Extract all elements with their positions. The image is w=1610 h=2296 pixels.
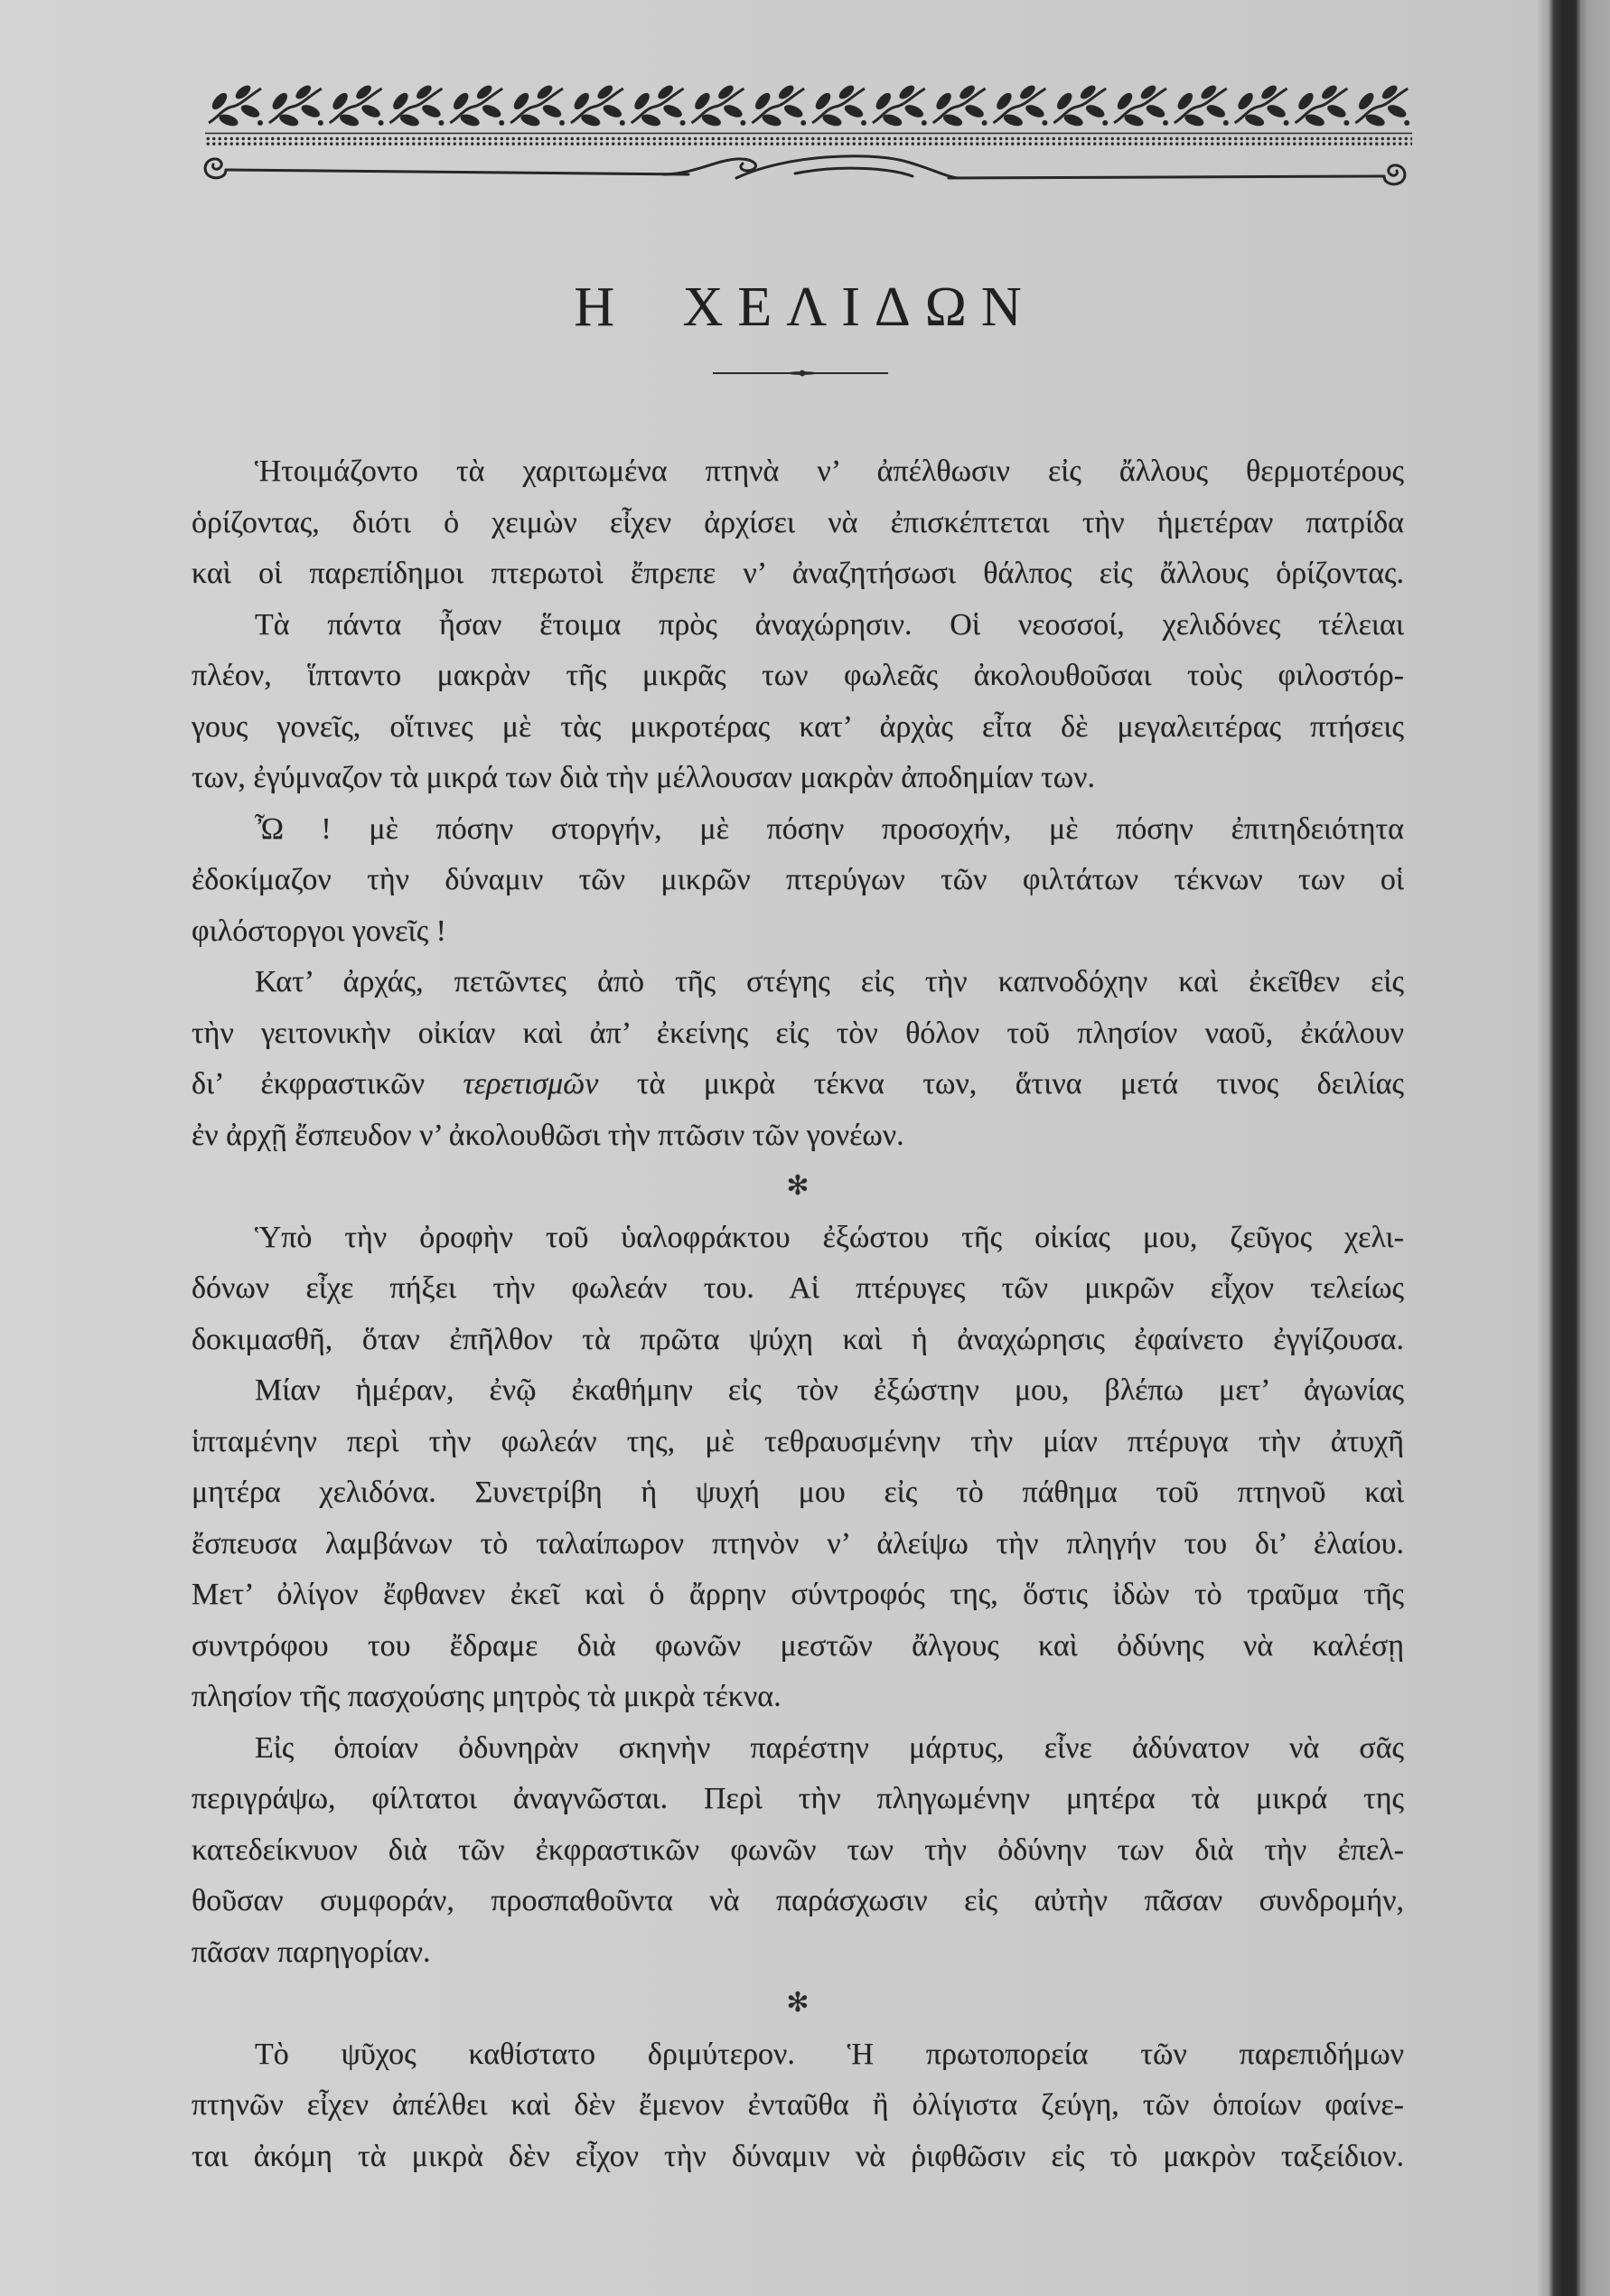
text-line: δόνων εἶχε πήξει τὴν φωλεάν του. Αἱ πτέρυγες τῶν μικρῶν εἶχον τελείως xyxy=(192,1271,1404,1305)
title-rule xyxy=(705,361,903,385)
text-line: Κατ’ ἀρχάς, πετῶντες ἀπὸ τῆς στέγης εἰς τὴν καπνοδόχην καὶ ἐκεῖθεν εἰς xyxy=(255,965,1404,998)
text-line: ἱπταμένην περὶ τὴν φωλεάν της, μὲ τεθραυσμένην τὴν μίαν πτέρυγα τὴν ἀτυχῆ xyxy=(192,1424,1404,1458)
dotted-rule xyxy=(205,134,1412,148)
text-line: συντρόφου του ἔδραμε διὰ φωνῶν μεστῶν ἄλγους καὶ ὀδύνης νὰ καλέσῃ xyxy=(192,1628,1404,1663)
left-spiral xyxy=(205,159,226,178)
text-line: ἐν ἀρχῇ ἔσπευδον ν’ ἀκολουθῶσι τὴν πτῶσιν τῶν γονέων. xyxy=(192,1118,904,1152)
text-line: Ἡτοιμάζοντο τὰ χαριτωμένα πτηνὰ ν’ ἀπέλθωσιν εἰς ἄλλους θερμοτέρους xyxy=(255,455,1404,488)
text-line: φιλόστοργοι γονεῖς ! xyxy=(192,914,446,948)
section-ornament: ✻ xyxy=(786,1170,810,1202)
header-ornament xyxy=(0,0,1610,217)
leaf-border xyxy=(205,81,1412,130)
text-line: Εἰς ὁποίαν ὀδυνηρὰν σκηνὴν παρέστην μάρτυς, εἶνε ἀδύνατον νὰ σᾶς xyxy=(255,1730,1404,1765)
text-line: καὶ οἱ παρεπίδημοι πτερωτοὶ ἔπρεπε ν’ ἀναζητήσωσι θάλπος εἰς ἄλλους ὁρίζοντας. xyxy=(192,557,1404,590)
text-line: ὁρίζοντας, διότι ὁ χειμὼν εἶχεν ἀρχίσει νὰ ἐπισκέπτεται τὴν ἡμετέραν πατρίδα xyxy=(192,505,1404,539)
text-line: ἔσπευσα λαμβάνων τὸ ταλαίπωρον πτηνὸν ν’ ἀλείψω τὴν πληγήν του δι’ ἐλαίου. xyxy=(192,1526,1404,1560)
text-line: πτηνῶν εἶχεν ἀπέλθει καὶ δὲν ἔμενον ἐνταῦθα ἢ ὀλίγιστα ζεύγη, τῶν ὁποίων φαίνε- xyxy=(192,2088,1404,2122)
text-line: κατεδείκνυον διὰ τῶν ἐκφραστικῶν φωνῶν των τὴν ὀδύνην των διὰ τὴν ἐπελ- xyxy=(192,1832,1404,1867)
text-line: ται ἀκόμη τὰ μικρὰ δὲν εἶχον τὴν δύναμιν νὰ ῥιφθῶσιν εἰς τὸ μακρὸν ταξείδιον. xyxy=(192,2139,1404,2173)
swirl-rule xyxy=(205,156,1405,184)
text-line: δοκιμασθῆ, ὅταν ἐπῆλθον τὰ πρῶτα ψύχη καὶ ἡ ἀναχώρησις ἐφαίνετο ἐγγίζουσα. xyxy=(192,1322,1404,1356)
text-line: Μίαν ἡμέραν, ἐνῷ ἐκαθήμην εἰς τὸν ἐξώστην μου, βλέπω μετ’ ἀγωνίας xyxy=(255,1373,1404,1407)
right-spiral xyxy=(1384,165,1405,184)
text-line: Ὑπὸ τὴν ὀροφὴν τοῦ ὑαλοφράκτου ἐξώστου τῆς οἰκίας μου, ζεῦγος χελι- xyxy=(255,1220,1404,1254)
text-line: μητέρα χελιδόνα. Συνετρίβη ἡ ψυχή μου εἰς τὸ πάθημα τοῦ πτηνοῦ καὶ xyxy=(192,1476,1404,1509)
text-line: πλέον, ἵπταντο μακρὰν τῆς μικρᾶς των φωλεᾶς ἀκολουθοῦσαι τοὺς φιλοστόρ- xyxy=(192,659,1404,692)
text-line: Ὦ ! μὲ πόσην στοργήν, μὲ πόσην προσοχήν, μὲ πόσην ἐπιτηδειότητα xyxy=(255,811,1404,846)
article-body xyxy=(192,446,1404,2182)
text-line: ἐδοκίμαζον τὴν δύναμιν τῶν μικρῶν πτερύγων τῶν φιλτάτων τέκνων των οἱ xyxy=(192,863,1404,896)
text-line: τὴν γειτονικὴν οἰκίαν καὶ ἀπ’ ἐκείνης εἰς τὸν θόλον τοῦ πλησίον ναοῦ, ἐκάλουν xyxy=(192,1016,1404,1050)
text-line: Τὸ ψῦχος καθίστατο δριμύτερον. Ἡ πρωτοπορεία τῶν παρεπιδήμων xyxy=(255,2037,1404,2071)
text-line: θοῦσαν συμφοράν, προσπαθοῦντα νὰ παράσχωσιν εἰς αὐτὴν πᾶσαν συνδρομήν, xyxy=(192,1884,1404,1917)
section-ornament: ✻ xyxy=(786,1987,810,2019)
text-line: Τὰ πάντα ἦσαν ἕτοιμα πρὸς ἀναχώρησιν. Οἱ νεοσσοί, χελιδόνες τέλειαι xyxy=(255,607,1404,642)
italic-word: τερετισμῶν xyxy=(463,1067,599,1101)
text-segment: δι’ ἐκφραστικῶν xyxy=(192,1067,425,1101)
text-line xyxy=(192,1059,1404,1111)
text-line: των, ἐγύμναζον τὰ μικρά των διὰ τὴν μέλλουσαν μακρὰν ἀποδημίαν των. xyxy=(192,761,1096,794)
book-binding-shadow xyxy=(1536,0,1610,2296)
text-line: γους γονεῖς, οἵτινες μὲ τὰς μικροτέρας κατ’ ἀρχὰς εἶτα δὲ μεγαλειτέρας πτήσεις xyxy=(192,709,1404,744)
text-segment: τὰ μικρὰ τέκνα των, ἅτινα μετά τινος δειλίας xyxy=(636,1067,1405,1101)
text-line: πᾶσαν παρηγορίαν. xyxy=(192,1935,431,1969)
text-line: περιγράψω, φίλτατοι ἀναγνῶσται. Περὶ τὴν πληγωμένην μητέρα τὰ μικρά της xyxy=(192,1782,1404,1815)
text-line: πλησίον τῆς πασχούσης μητρὸς τὰ μικρὰ τέκνα. xyxy=(192,1680,782,1713)
text-line: Μετ’ ὀλίγον ἔφθανεν ἐκεῖ καὶ ὁ ἄρρην σύντροφός της, ὅστις ἰδὼν τὸ τραῦμα τῆς xyxy=(192,1578,1404,1611)
page-title: Η ΧΕΛΙΔΩΝ xyxy=(574,276,1036,338)
